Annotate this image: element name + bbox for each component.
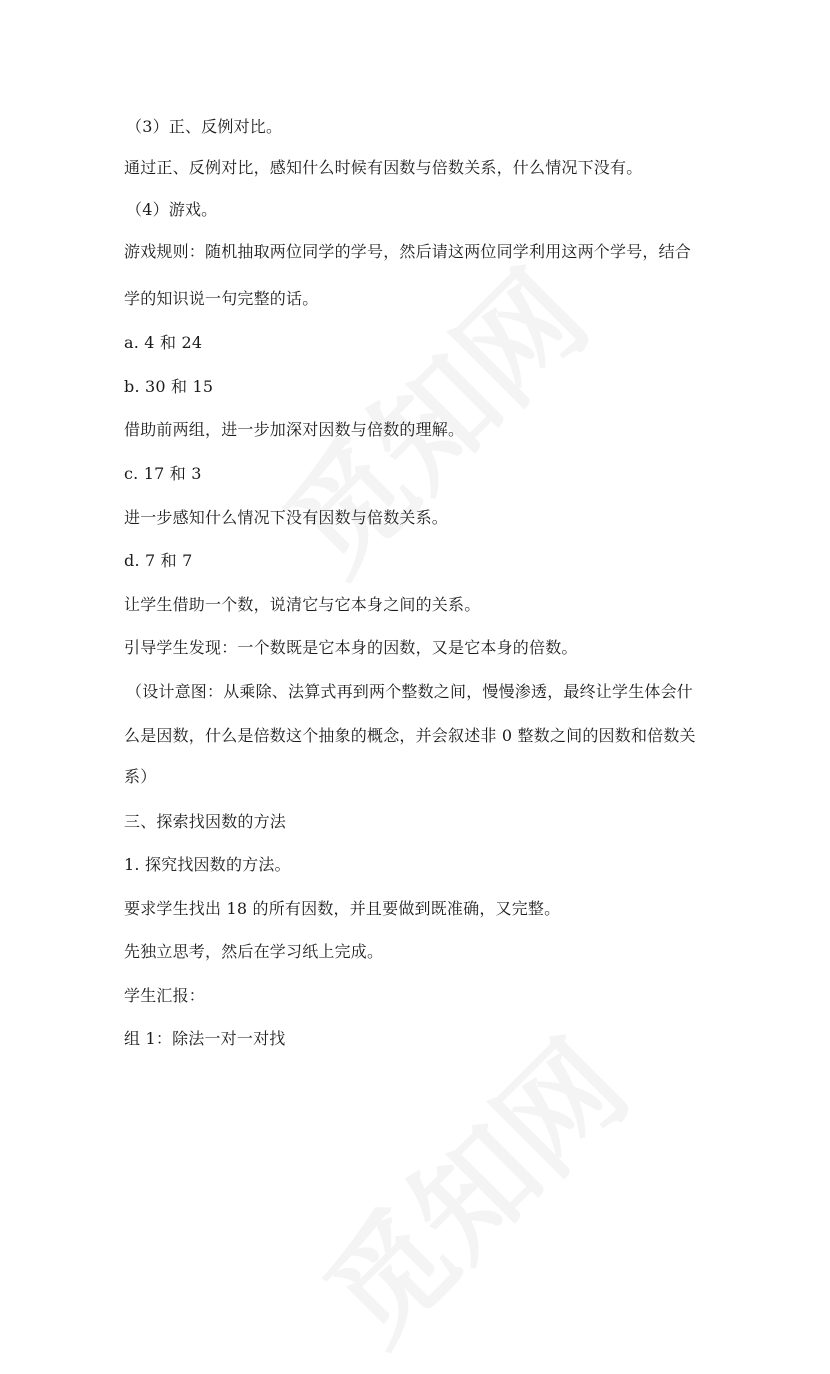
paragraph: 让学生借助一个数，说清它与它本身之间的关系。	[124, 595, 481, 614]
paragraph: 进一步感知什么情况下没有因数与倍数关系。	[124, 508, 449, 527]
paragraph: 学生汇报：	[124, 986, 206, 1005]
watermark	[242, 228, 618, 604]
paragraph: 通过正、反例对比，感知什么时候有因数与倍数关系，什么情况下没有。	[124, 158, 643, 177]
list-item: c. 17 和 3	[124, 464, 202, 483]
paragraph: 引导学生发现：一个数既是它本身的因数，又是它本身的倍数。	[124, 638, 578, 657]
paragraph: 要求学生找出 18 的所有因数，并且要做到既准确，又完整。	[124, 899, 561, 918]
paragraph: 游戏规则：随机抽取两位同学的学号，然后请这两位同学利用这两个学号，结合	[124, 242, 692, 261]
design-intent-paragraph: （设计意图：从乘除、法算式再到两个整数之间，慢慢渗透，最终让学生体会什	[126, 682, 694, 701]
paragraph: 先独立思考，然后在学习纸上完成。	[124, 942, 384, 961]
design-intent-paragraph: 系）	[124, 767, 157, 786]
design-intent-paragraph: 么是因数，什么是倍数这个抽象的概念，并会叙述非 0 整数之间的因数和倍数关	[124, 726, 696, 745]
paragraph: 借助前两组，进一步加深对因数与倍数的理解。	[124, 420, 465, 439]
paragraph: 组 1：除法一对一对找	[124, 1029, 286, 1048]
paragraph: 学的知识说一句完整的话。	[124, 289, 319, 308]
list-item: d. 7 和 7	[124, 551, 193, 570]
list-item: a. 4 和 24	[124, 333, 203, 352]
subsection-heading: 1. 探究找因数的方法。	[124, 855, 291, 874]
section-heading-game: （4）游戏。	[126, 200, 218, 219]
section-heading-contrast: （3）正、反例对比。	[126, 117, 283, 136]
list-item: b. 30 和 15	[124, 377, 214, 396]
watermark	[282, 998, 658, 1374]
section-heading-find-factors: 三、探索找因数的方法	[124, 812, 287, 831]
